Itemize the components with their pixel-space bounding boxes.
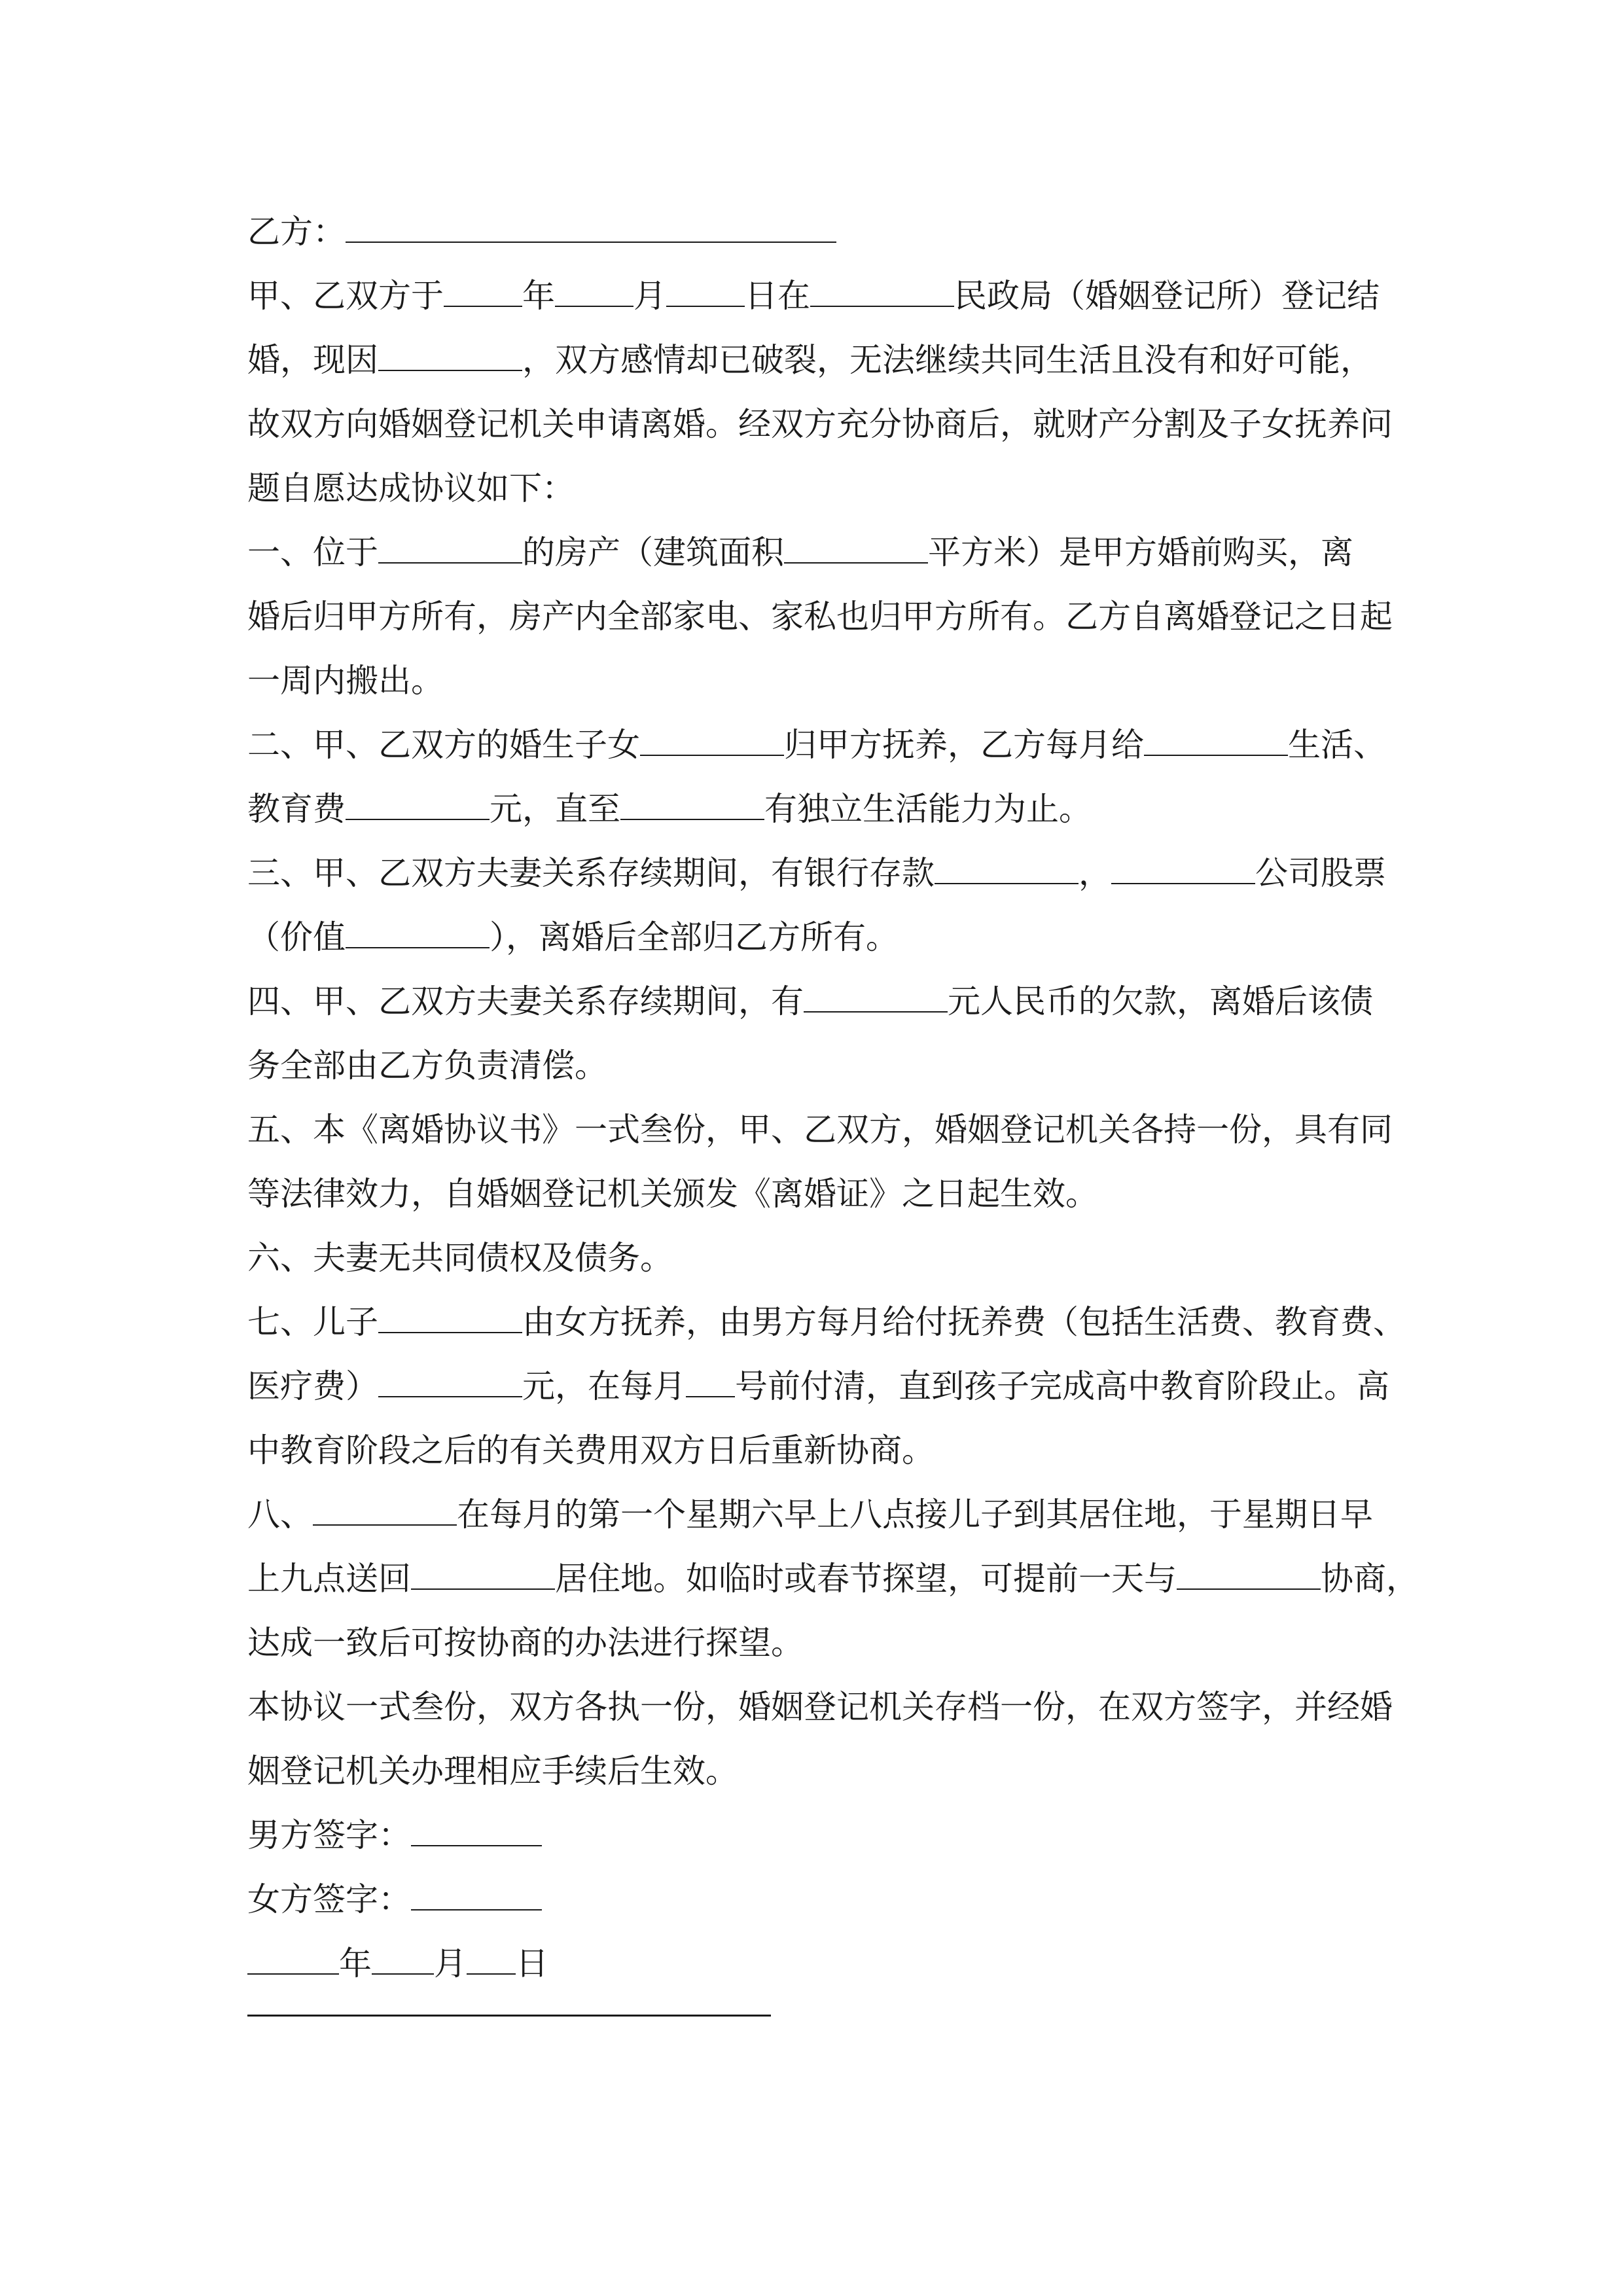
- day-blank: [666, 279, 745, 307]
- paragraph-line: [247, 328, 1399, 392]
- area-blank: [784, 536, 928, 564]
- son-blank: [378, 1306, 522, 1333]
- text: 八、: [247, 1496, 313, 1534]
- text: 教育费: [247, 790, 346, 828]
- text: 二、甲、乙双方的婚生子女: [247, 726, 640, 764]
- clause-6-line: [247, 1226, 1399, 1290]
- support-amount-blank: [378, 1370, 522, 1397]
- text: 公司股票: [1255, 854, 1386, 892]
- text: 元人民币的欠款，离婚后该债: [948, 982, 1373, 1020]
- text: 姻登记机关办理相应手续后生效。: [247, 1752, 738, 1790]
- clause-1-line: [247, 649, 1399, 713]
- reason-blank: [378, 344, 522, 371]
- date-month-blank: [372, 1947, 434, 1975]
- clause-3-line: [247, 905, 1399, 969]
- text: 一周内搬出。: [247, 662, 444, 700]
- property-location-blank: [378, 536, 522, 564]
- text: （价值: [247, 918, 346, 956]
- clause-5-line: [247, 1162, 1399, 1226]
- text: 六、夫妻无共同债权及债务。: [247, 1239, 673, 1277]
- text: 月: [633, 277, 666, 315]
- paragraph-line: [247, 456, 1399, 520]
- clause-3-line: [247, 841, 1399, 905]
- text: 五、本《离婚协议书》一式叁份，甲、乙双方，婚姻登记机关各持一份，具有同: [247, 1111, 1393, 1149]
- text: 婚后归甲方所有，房产内全部家电、家私也归甲方所有。乙方自离婚登记之日起: [247, 598, 1393, 636]
- text: 协商，: [1321, 1560, 1419, 1598]
- text: 平方米）是甲方婚前购买，离: [928, 533, 1353, 571]
- text: 上九点送回: [247, 1560, 411, 1598]
- clause-4-line: [247, 969, 1399, 1033]
- male-signature-line: [247, 1803, 1399, 1867]
- text: 甲、乙双方于: [247, 277, 444, 315]
- text: 本协议一式叁份，双方各执一份，婚姻登记机关存档一份，在双方签字，并经婚: [247, 1688, 1393, 1726]
- text: 元，在每月: [522, 1367, 686, 1405]
- clause-8-line: [247, 1482, 1399, 1547]
- return-blank: [411, 1562, 555, 1590]
- clause-7-line: [247, 1354, 1399, 1418]
- date-year-blank: [247, 1947, 339, 1975]
- male-signature-label: 男方签字：: [247, 1816, 411, 1854]
- text: 婚，现因: [247, 341, 378, 379]
- clause-8-line: [247, 1611, 1399, 1675]
- value-blank: [346, 921, 490, 948]
- text: 元，直至: [490, 790, 620, 828]
- text: 由女方抚养，由男方每月给付抚养费（包括生活费、教育费、: [522, 1303, 1406, 1341]
- text: 中教育阶段之后的有关费用双方日后重新协商。: [247, 1431, 935, 1469]
- payment-blank: [1144, 728, 1288, 756]
- female-signature-line: [247, 1867, 1399, 1931]
- month-blank: [555, 279, 633, 307]
- closing-line: [247, 1675, 1399, 1739]
- paragraph-line: [247, 264, 1399, 328]
- date-day-blank: [467, 1947, 516, 1975]
- text: 三、甲、乙双方夫妻关系存续期间，有银行存款: [247, 854, 935, 892]
- text: 七、儿子: [247, 1303, 378, 1341]
- text: 一、位于: [247, 533, 378, 571]
- text: 有独立生活能力为止。: [764, 790, 1092, 828]
- debt-blank: [804, 985, 948, 1013]
- closing-line: [247, 1739, 1399, 1803]
- text: 日: [516, 1945, 548, 1982]
- female-signature-label: 女方签字：: [247, 1880, 411, 1918]
- text: 年: [522, 277, 555, 315]
- text: 在每月的第一个星期六早上八点接儿子到其居住地，于星期日早: [457, 1496, 1373, 1534]
- text: 医疗费）: [247, 1367, 378, 1405]
- text: 四、甲、乙双方夫妻关系存续期间，有: [247, 982, 804, 1020]
- bureau-blank: [810, 279, 954, 307]
- text: 达成一致后可按协商的办法进行探望。: [247, 1624, 804, 1662]
- child-blank: [640, 728, 784, 756]
- party-b-blank: [346, 215, 836, 243]
- text: 务全部由乙方负责清偿。: [247, 1047, 607, 1085]
- party-b-line: [247, 200, 1399, 264]
- deposit-blank: [935, 857, 1079, 884]
- stock-blank: [1111, 857, 1255, 884]
- text: 年: [339, 1945, 372, 1982]
- text: 月: [434, 1945, 467, 1982]
- clause-5-line: [247, 1098, 1399, 1162]
- year-blank: [444, 279, 522, 307]
- text: ，: [1079, 854, 1111, 892]
- until-blank: [620, 793, 764, 820]
- text: 的房产（建筑面积: [522, 533, 784, 571]
- paragraph-line: [247, 392, 1399, 456]
- male-signature-blank: [411, 1819, 542, 1846]
- bottom-divider: [247, 2015, 771, 2017]
- text: ），离婚后全部归乙方所有。: [490, 918, 899, 956]
- text: 生活、: [1288, 726, 1386, 764]
- clause-7-line: [247, 1290, 1406, 1354]
- text: 日在: [745, 277, 810, 315]
- text: 故双方向婚姻登记机关申请离婚。经双方充分协商后，就财产分割及子女抚养问: [247, 405, 1393, 443]
- agreement-body: [247, 200, 1419, 1996]
- party-b-label: 乙方：: [247, 213, 346, 251]
- text: 题自愿达成协议如下：: [247, 469, 575, 507]
- text: 居住地。如临时或春节探望，可提前一天与: [555, 1560, 1177, 1598]
- amount-blank: [346, 793, 490, 820]
- clause-7-line: [247, 1418, 1399, 1482]
- clause-4-line: [247, 1033, 1399, 1098]
- date-line: [247, 1931, 1399, 1996]
- clause-2-line: [247, 777, 1399, 841]
- text: ，双方感情却已破裂，无法继续共同生活且没有和好可能，: [522, 341, 1373, 379]
- clause-1-line: [247, 520, 1399, 584]
- text: 号前付清，直到孩子完成高中教育阶段止。高: [735, 1367, 1389, 1405]
- clause-2-line: [247, 713, 1399, 777]
- text: 归甲方抚养，乙方每月给: [784, 726, 1144, 764]
- visitor-blank: [313, 1498, 457, 1526]
- text: 民政局（婚姻登记所）登记结: [954, 277, 1380, 315]
- clause-1-line: [247, 584, 1399, 649]
- clause-8-line: [247, 1547, 1419, 1611]
- female-signature-blank: [411, 1883, 542, 1910]
- consult-blank: [1177, 1562, 1321, 1590]
- text: 等法律效力，自婚姻登记机关颁发《离婚证》之日起生效。: [247, 1175, 1098, 1213]
- pay-day-blank: [686, 1370, 735, 1397]
